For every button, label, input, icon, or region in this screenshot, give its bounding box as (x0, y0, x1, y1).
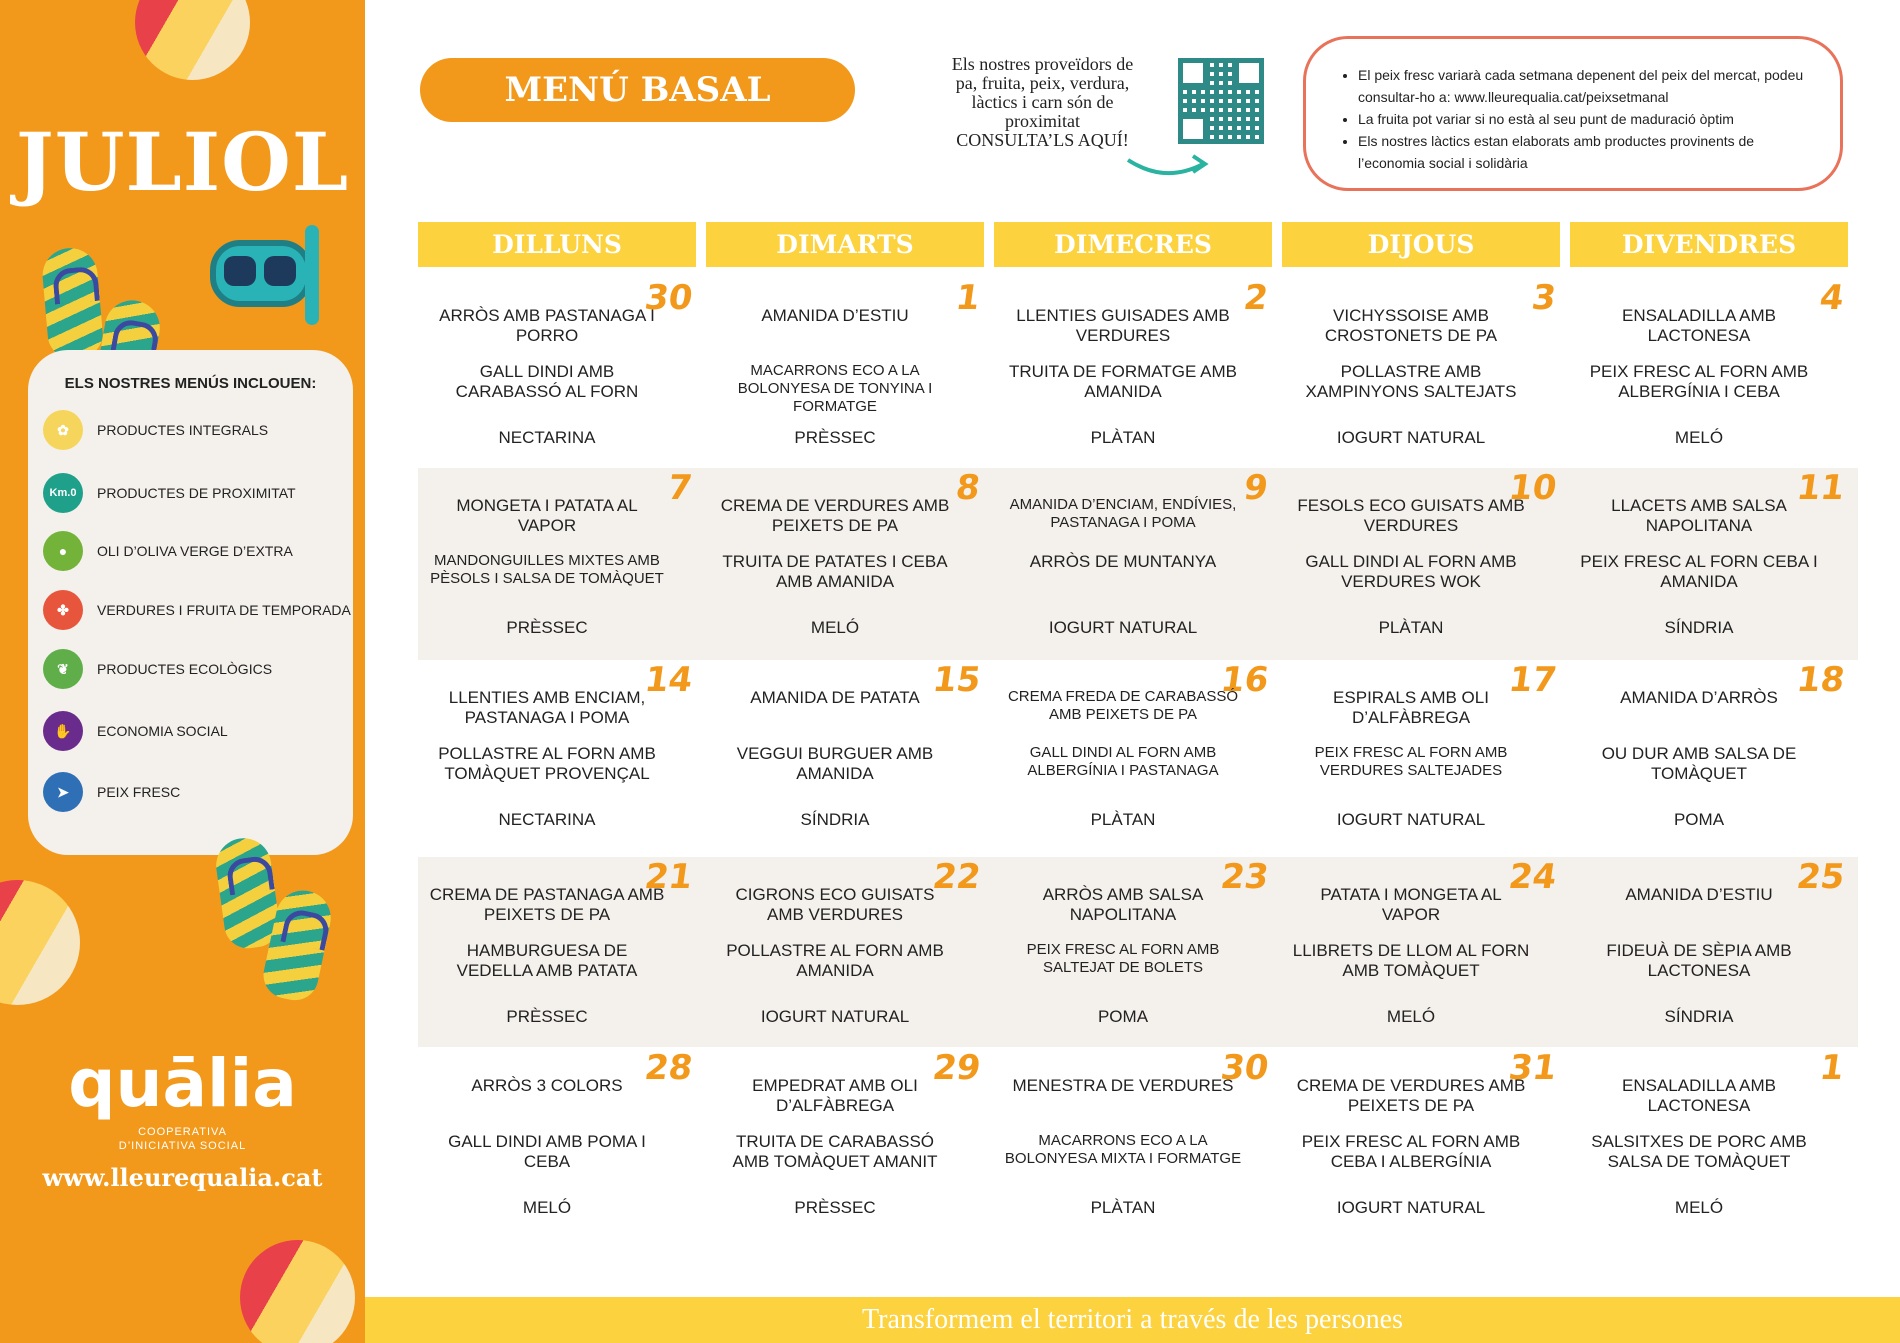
day-cell (1570, 660, 1852, 855)
second-course: POLLASTRE AL FORN AMB TOMÀQUET PROVENÇAL (438, 744, 656, 783)
day-cell (418, 278, 700, 463)
day-cell (1570, 1048, 1852, 1248)
day-cell (994, 1048, 1276, 1248)
qualia-logo: quālia (68, 1045, 297, 1122)
second-course: LLIBRETS DE LLOM AL FORN AMB TOMÀQUET (1292, 941, 1530, 980)
diving-mask-icon (210, 240, 312, 307)
first-course: PATATA I MONGETA AL VAPOR (1320, 885, 1502, 924)
includes-item-label: VERDURES I FRUITA DE TEMPORADA (97, 602, 351, 618)
first-course: LLENTIES GUISADES AMB VERDURES (1016, 306, 1230, 345)
website-link[interactable]: www.lleurequalia.cat (42, 1163, 323, 1192)
suppliers-line: proximitat (1005, 111, 1080, 131)
beach-ball-icon (0, 880, 80, 1005)
notes-box (1303, 36, 1843, 191)
includes-item-label: PRODUCTES DE PROXIMITAT (97, 485, 296, 501)
day-number: 9 (1241, 468, 1271, 508)
dessert: PLÀTAN (1090, 428, 1156, 447)
includes-title: ELS NOSTRES MENÚS INCLOUEN: (64, 375, 317, 392)
second-course: SALSITXES DE PORC AMB SALSA DE TOMÀQUET (1591, 1132, 1807, 1171)
second-course: GALL DINDI AL FORN AMB ALBERGÍNIA I PASTANAGA (1027, 744, 1219, 779)
day-cell (1570, 468, 1852, 660)
day-number: 28 (641, 1048, 695, 1088)
second-course: MACARRONS ECO A LA BOLONYESA DE TONYINA I FORMATGE (737, 362, 933, 415)
first-course: CREMA DE VERDURES AMB PEIXETS DE PA (1296, 1076, 1526, 1115)
day-cell (706, 468, 988, 660)
dessert: NECTARINA (498, 810, 596, 829)
day-cell (418, 660, 700, 855)
day-number: 11 (1793, 468, 1847, 508)
day-number: 22 (929, 857, 983, 897)
day-cell (1282, 660, 1564, 855)
first-course: ARRÒS AMB PASTANAGA I PORRO (439, 306, 655, 345)
day-number: 16 (1217, 660, 1271, 700)
second-course: PEIX FRESC AL FORN CEBA I AMANIDA (1580, 552, 1818, 591)
day-cell (994, 660, 1276, 855)
second-course: TRUITA DE FORMATGE AMB AMANIDA (1009, 362, 1237, 401)
first-course: LLENTIES AMB ENCIAM, PASTANAGA I POMA (448, 688, 646, 727)
day-number: 24 (1505, 857, 1559, 897)
includes-item-label: PRODUCTES INTEGRALS (97, 422, 269, 438)
day-number: 1 (1817, 1048, 1847, 1088)
day-cell (994, 468, 1276, 660)
snorkel-icon (305, 225, 319, 325)
second-course: PEIX FRESC AL FORN AMB SALTEJAT DE BOLETS (1026, 941, 1220, 976)
day-number: 14 (641, 660, 695, 700)
day-cell (706, 1048, 988, 1248)
first-course: ENSALADILLA AMB LACTONESA (1621, 1076, 1777, 1115)
day-cell (994, 857, 1276, 1047)
second-course: GALL DINDI AMB POMA I CEBA (448, 1132, 646, 1171)
dessert: PRÈSSEC (794, 428, 876, 447)
first-course: ARRÒS AMB SALSA NAPOLITANA (1042, 885, 1204, 924)
day-cell (706, 660, 988, 855)
second-course: HAMBURGUESA DE VEDELLA AMB PATATA (456, 941, 638, 980)
footer-slogan: Transformem el territori a través de les persones (365, 1297, 1900, 1343)
includes-item (43, 772, 180, 812)
dessert: MELÓ (522, 1198, 572, 1217)
first-course: ENSALADILLA AMB LACTONESA (1621, 306, 1777, 345)
includes-item (43, 590, 351, 630)
includes-item (43, 473, 296, 513)
dessert: MELÓ (1674, 1198, 1724, 1217)
day-header: DIJOUS (1282, 222, 1560, 267)
logo-subtitle (0, 1125, 365, 1153)
day-cell (1282, 857, 1564, 1047)
includes-item (43, 711, 228, 751)
first-course: CIGRONS ECO GUISATS AMB VERDURES (735, 885, 935, 924)
first-course: VICHYSSOISE AMB CROSTONETS DE PA (1324, 306, 1498, 345)
wheat-icon: ✿ (43, 410, 83, 450)
day-number: 15 (929, 660, 983, 700)
includes-panel (28, 350, 353, 855)
dessert: PLÀTAN (1090, 1198, 1156, 1217)
dessert: PRÈSSEC (794, 1198, 876, 1217)
beach-ball-icon (240, 1240, 355, 1343)
day-cell (1282, 1048, 1564, 1248)
second-course: MANDONGUILLES MIXTES AMB PÈSOLS I SALSA DE TOMÀQUET (430, 552, 664, 587)
first-course: MONGETA I PATATA AL VAPOR (456, 496, 638, 535)
dessert: MELÓ (1386, 1007, 1436, 1026)
includes-item (43, 410, 268, 450)
day-number: 18 (1793, 660, 1847, 700)
fish-icon: ➤ (43, 772, 83, 812)
suppliers-line: CONSULTA’LS AQUÍ! (956, 130, 1129, 150)
day-number: 8 (953, 468, 983, 508)
second-course: VEGGUI BURGUER AMB AMANIDA (736, 744, 934, 783)
day-number: 30 (641, 278, 695, 318)
day-cell (1282, 468, 1564, 660)
day-cell (1570, 278, 1852, 463)
includes-item (43, 531, 293, 571)
dessert: IOGURT NATURAL (1048, 618, 1198, 637)
day-number: 25 (1793, 857, 1847, 897)
second-course: OU DUR AMB SALSA DE TOMÀQUET (1601, 744, 1797, 783)
day-header: DIMECRES (994, 222, 1272, 267)
first-course: CREMA DE PASTANAGA AMB PEIXETS DE PA (429, 885, 665, 924)
suppliers-line: làctics i carn són de (971, 92, 1114, 112)
note-item: • El peix fresc variarà cada setmana depenent del peix del mercat, podeu consultar-ho a: www.lleurequalia.cat/peixsetmanal (1358, 64, 1820, 108)
first-course: LLACETS AMB SALSA NAPOLITANA (1611, 496, 1787, 535)
day-cell (418, 857, 700, 1047)
day-number: 7 (665, 468, 695, 508)
includes-item-label: OLI D’OLIVA VERGE D’EXTRA (97, 543, 293, 559)
logo-subtitle-line: COOPERATIVA (138, 1126, 227, 1138)
second-course: POLLASTRE AL FORN AMB AMANIDA (726, 941, 944, 980)
first-course: FESOLS ECO GUISATS AMB VERDURES (1297, 496, 1525, 535)
day-number: 4 (1817, 278, 1847, 318)
includes-item-label: ECONOMIA SOCIAL (97, 723, 228, 739)
dessert: PLÀTAN (1378, 618, 1444, 637)
second-course: MACARRONS ECO A LA BOLONYESA MIXTA I FORMATGE (1004, 1132, 1242, 1167)
day-cell (418, 1048, 700, 1248)
second-course: GALL DINDI AMB CARABASSÓ AL FORN (455, 362, 639, 401)
includes-item-label: PEIX FRESC (97, 784, 181, 800)
qr-code[interactable] (1178, 58, 1264, 144)
day-header: DIMARTS (706, 222, 984, 267)
day-number: 2 (1241, 278, 1271, 318)
first-course: CREMA DE VERDURES AMB PEIXETS DE PA (720, 496, 950, 535)
vegetables-icon: ✤ (43, 590, 83, 630)
dessert: POMA (1097, 1007, 1149, 1026)
dessert: MELÓ (1674, 428, 1724, 447)
dessert: PRÈSSEC (506, 1007, 588, 1026)
dessert: IOGURT NATURAL (1336, 1198, 1486, 1217)
first-course: ESPIRALS AMB OLI D’ALFÀBREGA (1333, 688, 1489, 727)
logo-subtitle-line: D’INICIATIVA SOCIAL (118, 1140, 247, 1152)
second-course: POLLASTRE AMB XAMPINYONS SALTEJATS (1305, 362, 1517, 401)
dessert: PRÈSSEC (506, 618, 588, 637)
first-course: ARRÒS 3 COLORS (471, 1076, 623, 1095)
day-cell (1570, 857, 1852, 1047)
day-cell (418, 468, 700, 660)
sidebar (0, 0, 365, 1343)
olive-icon: ● (43, 531, 83, 571)
dessert: SÍNDRIA (1664, 1007, 1734, 1026)
first-course: AMANIDA DE PATATA (750, 688, 920, 707)
day-cell (994, 278, 1276, 463)
day-number: 1 (953, 278, 983, 318)
includes-item-label: PRODUCTES ECOLÒGICS (97, 661, 273, 677)
flip-flop-icon (40, 246, 104, 360)
second-course: GALL DINDI AL FORN AMB VERDURES WOK (1305, 552, 1517, 591)
day-header: DILLUNS (418, 222, 696, 267)
dessert: MELÓ (810, 618, 860, 637)
day-number: 10 (1505, 468, 1559, 508)
menu-title: MENÚ BASAL (420, 58, 855, 122)
day-cell (1282, 278, 1564, 463)
dessert: POMA (1673, 810, 1725, 829)
day-number: 29 (929, 1048, 983, 1088)
dessert: PLÀTAN (1090, 810, 1156, 829)
day-number: 23 (1217, 857, 1271, 897)
dessert: IOGURT NATURAL (1336, 428, 1486, 447)
month-title: JULIOL (15, 115, 350, 209)
dessert: SÍNDRIA (1664, 618, 1734, 637)
second-course: PEIX FRESC AL FORN AMB ALBERGÍNIA I CEBA (1589, 362, 1809, 401)
leaf-icon: ❦ (43, 649, 83, 689)
arrow-icon (1125, 152, 1210, 182)
first-course: AMANIDA D’ARRÒS (1620, 688, 1778, 707)
dessert: SÍNDRIA (800, 810, 870, 829)
dessert: IOGURT NATURAL (760, 1007, 910, 1026)
second-course: FIDEUÀ DE SÈPIA AMB LACTONESA (1606, 941, 1792, 980)
includes-item (43, 649, 272, 689)
first-course: AMANIDA D’ESTIU (1625, 885, 1773, 904)
day-number: 31 (1505, 1048, 1559, 1088)
day-cell (706, 278, 988, 463)
suppliers-info (925, 55, 1160, 150)
second-course: PEIX FRESC AL FORN AMB CEBA I ALBERGÍNIA (1301, 1132, 1521, 1171)
day-number: 21 (641, 857, 695, 897)
second-course: TRUITA DE PATATES I CEBA AMB AMANIDA (722, 552, 948, 591)
handshake-icon: ✋ (43, 711, 83, 751)
first-course: CREMA FREDA DE CARABASSÓ AMB PEIXETS DE PA (1007, 688, 1239, 723)
first-course: AMANIDA D’ENCIAM, ENDÍVIES, PASTANAGA I POMA (1009, 496, 1237, 531)
second-course: PEIX FRESC AL FORN AMB VERDURES SALTEJADES (1314, 744, 1508, 779)
day-header: DIVENDRES (1570, 222, 1848, 267)
suppliers-line: Els nostres proveïdors de (951, 54, 1134, 74)
day-cell (706, 857, 988, 1047)
day-number: 3 (1529, 278, 1559, 318)
beach-ball-icon (135, 0, 250, 80)
day-number: 17 (1505, 660, 1559, 700)
day-number: 30 (1217, 1048, 1271, 1088)
second-course: ARRÒS DE MUNTANYA (1029, 552, 1217, 571)
first-course: EMPEDRAT AMB OLI D’ALFÀBREGA (752, 1076, 918, 1115)
suppliers-line: pa, fruita, peix, verdura, (955, 73, 1130, 93)
dessert: NECTARINA (498, 428, 596, 447)
dessert: IOGURT NATURAL (1336, 810, 1486, 829)
note-item: • La fruita pot variar si no està al seu punt de maduració òptim (1358, 108, 1820, 130)
note-item: • Els nostres làctics estan elaborats amb productes provinents de l’economia social i solidària (1358, 130, 1820, 174)
second-course: TRUITA DE CARABASSÓ AMB TOMÀQUET AMANIT (732, 1132, 938, 1171)
km0-icon: Km.0 (43, 473, 83, 513)
first-course: AMANIDA D’ESTIU (761, 306, 909, 325)
first-course: MENESTRA DE VERDURES (1012, 1076, 1234, 1095)
